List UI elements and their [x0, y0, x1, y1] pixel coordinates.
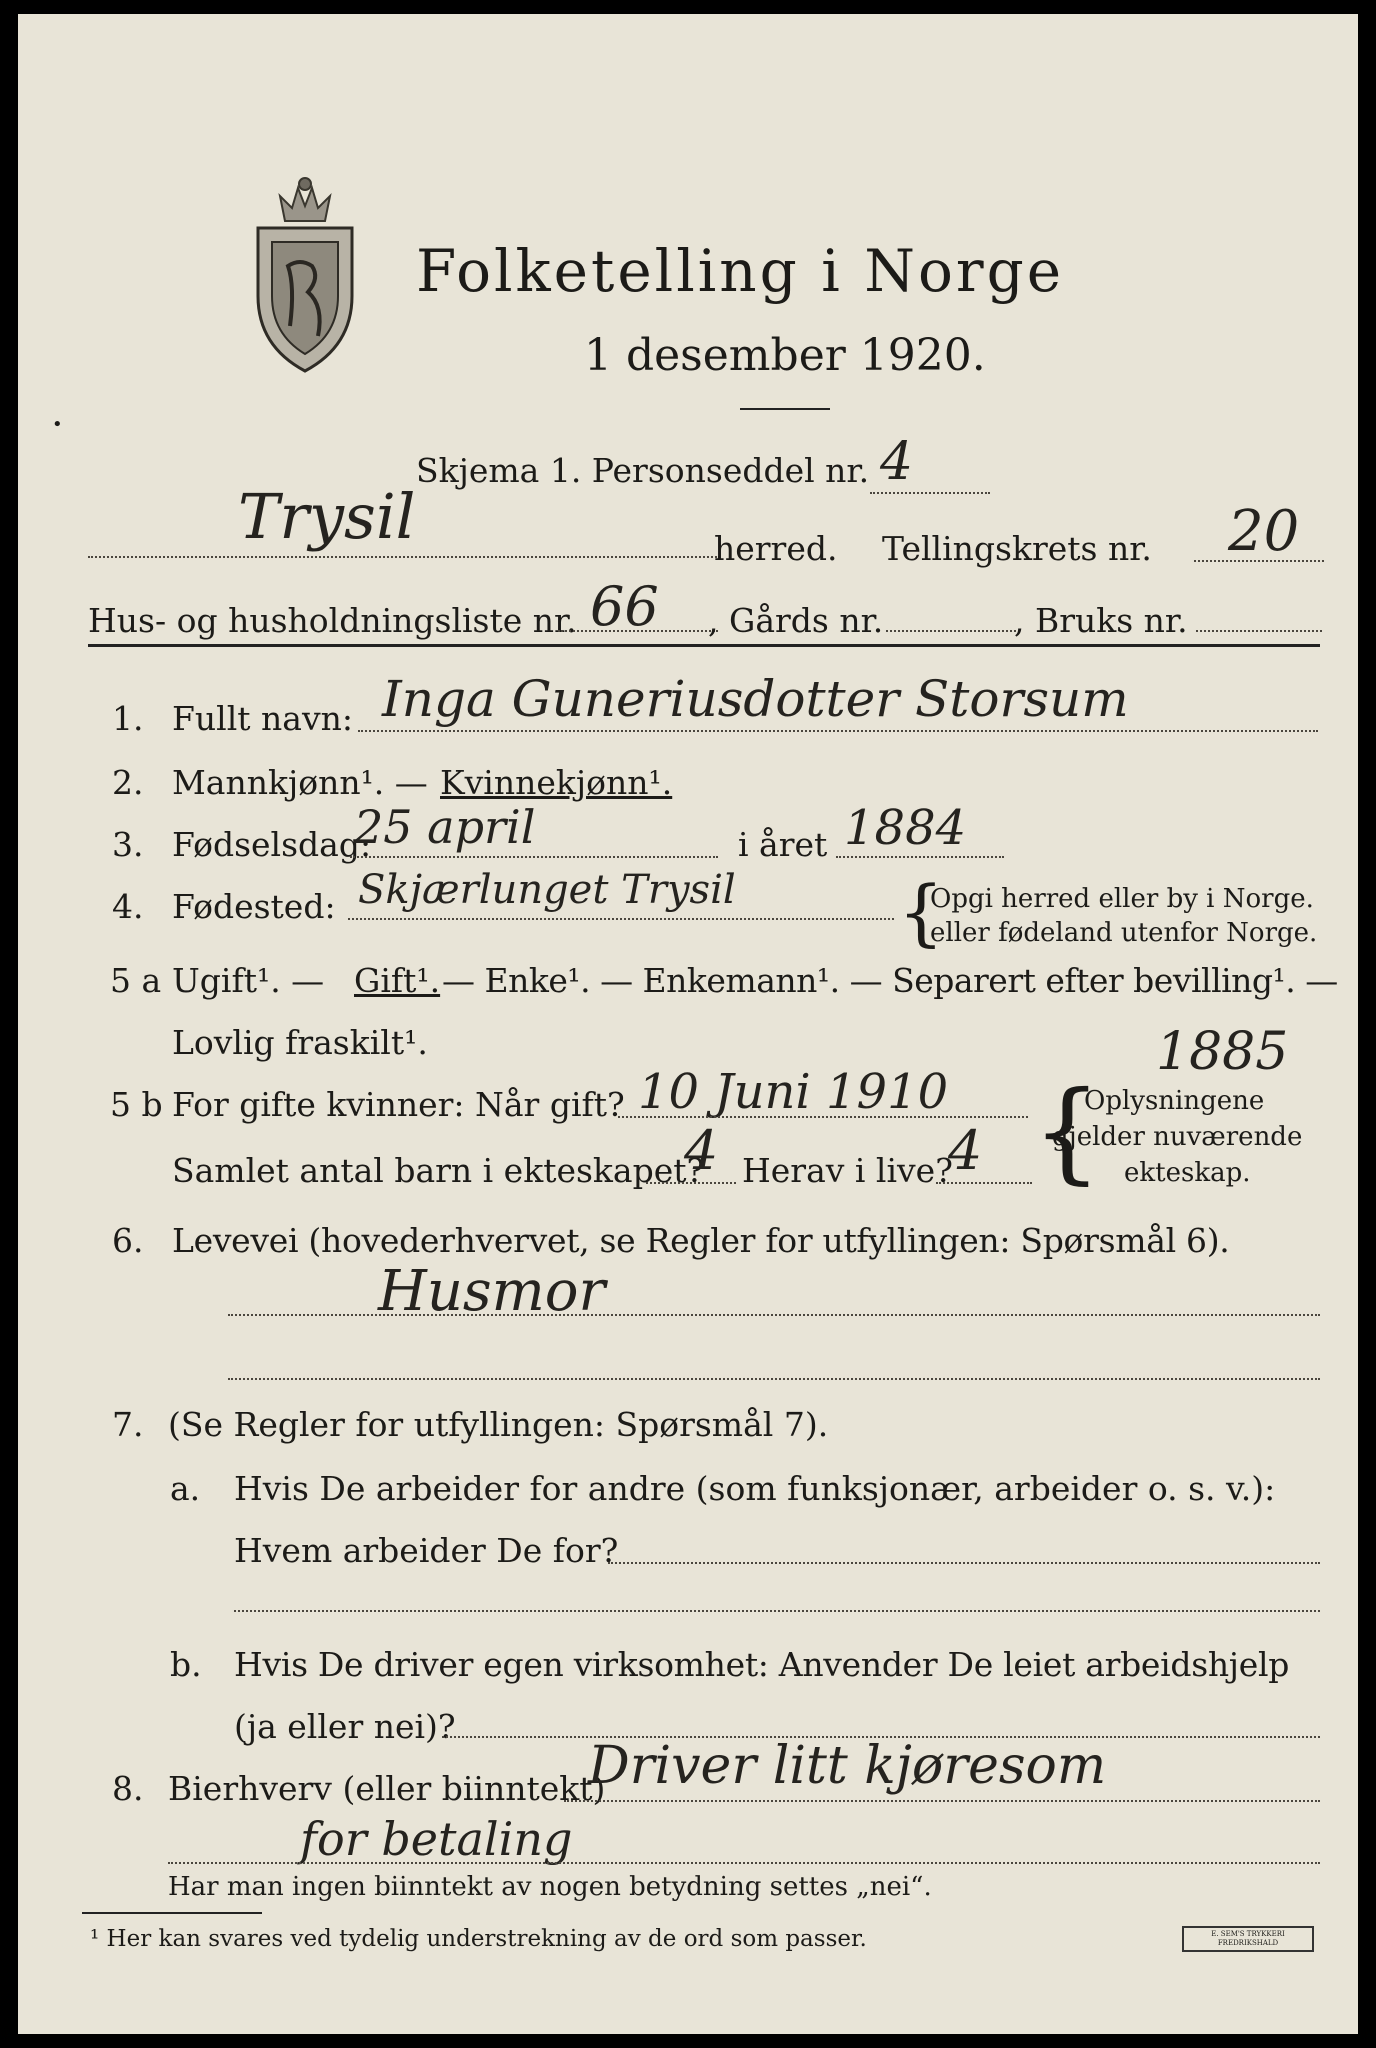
q4-number: 4. — [112, 887, 144, 926]
hus-value: 66 — [590, 575, 659, 638]
q5b-barn-label: Samlet antal barn i ekteskapet? — [172, 1151, 705, 1190]
q5b-live-label: Herav i live? — [742, 1151, 953, 1190]
stray-mark: • — [52, 414, 63, 435]
side-occupation-value-1: Driver litt kjøresom — [588, 1736, 1107, 1796]
q1-label: Fullt navn: — [172, 699, 353, 738]
q5b-note-1: Oplysningene — [1084, 1086, 1265, 1116]
q3-year-label: i året — [738, 825, 828, 864]
birthplace-value: Skjærlunget Trysil — [358, 867, 736, 913]
q5a-gift-underlined: Gift¹. — [354, 961, 441, 1000]
coat-of-arms-icon — [250, 166, 360, 376]
q2-kvinne-underlined: Kvinnekjønn¹. — [440, 763, 673, 802]
side-occupation-value-2: for betaling — [300, 1812, 573, 1866]
q7a-line-2 — [234, 1610, 1320, 1612]
children-total-value: 4 — [684, 1119, 719, 1182]
q7-label: (Se Regler for utfyllingen: Spørsmål 7). — [168, 1405, 829, 1444]
q8-line-2 — [168, 1862, 1320, 1864]
children-alive-value: 4 — [948, 1119, 983, 1182]
q4-label: Fødested: — [172, 887, 336, 926]
page-title: Folketelling i Norge — [416, 237, 1065, 305]
margin-year-note: 1885 — [1156, 1022, 1289, 1082]
q8-number: 8. — [112, 1769, 144, 1808]
hus-label: Hus- og husholdningsliste nr. — [88, 601, 577, 640]
q3-line — [350, 856, 718, 858]
q4-brace: { — [898, 870, 944, 954]
q7a-label: Hvis De arbeider for andre (som funksjonær, arbeider o. s. v.): — [234, 1469, 1276, 1508]
q5a-ugift: Ugift¹. — — [172, 961, 325, 1000]
q7a-number: a. — [170, 1469, 201, 1508]
q6-number: 6. — [112, 1221, 144, 1260]
q3-label: Fødselsdag: — [172, 825, 372, 864]
section-rule — [88, 644, 1320, 647]
birth-year-value: 1884 — [844, 800, 967, 856]
q4-line — [348, 918, 894, 920]
q1-line — [358, 730, 1318, 732]
q5b-label: For gifte kvinner: Når gift? — [172, 1085, 625, 1124]
q8-line-1 — [564, 1800, 1320, 1802]
birthday-value: 25 april — [354, 800, 536, 854]
gards-line — [886, 630, 1016, 632]
footnote-rule — [82, 1912, 262, 1914]
q8-note: Har man ingen biinntekt av nogen betydning settes „nei“. — [168, 1872, 932, 1902]
q3-number: 3. — [112, 825, 144, 864]
q1-number: 1. — [112, 699, 144, 738]
q6-label: Levevei (hovederhvervet, se Regler for utfyllingen: Spørsmål 6). — [172, 1221, 1230, 1260]
q7a-question: Hvem arbeider De for? — [234, 1531, 619, 1570]
q5b-line — [618, 1116, 1028, 1118]
skjema-line — [870, 492, 990, 494]
bruks-line — [1196, 630, 1322, 632]
printer-stamp: E. SEM'S TRYKKERI FREDRIKSHALD — [1182, 1926, 1314, 1952]
q5b-note-3: ekteskap. — [1124, 1158, 1251, 1188]
occupation-value: Husmor — [378, 1259, 606, 1324]
q8-label: Bierhverv (eller biinntekt) — [168, 1769, 606, 1808]
tellingskrets-value: 20 — [1228, 499, 1300, 564]
footnote: ¹ Her kan svares ved tydelig understrekning av de ord som passer. — [90, 1926, 867, 1952]
census-date: 1 desember 1920. — [584, 330, 986, 381]
q5a-number: 5 a — [110, 961, 162, 1000]
q6-line-1 — [228, 1314, 1320, 1316]
q2-number: 2. — [112, 763, 144, 802]
q2-mann: Mannkjønn¹. — — [172, 763, 428, 802]
q5a-line2: Lovlig fraskilt¹. — [172, 1023, 428, 1062]
q5a-rest: — Enke¹. — Enkemann¹. — Separert efter bevilling¹. — — [442, 961, 1338, 1000]
tellingskrets-label: Tellingskrets nr. — [882, 529, 1152, 568]
skjema-label: Skjema 1. Personseddel nr. — [416, 451, 870, 490]
q4-note-1: Opgi herred eller by i Norge. — [930, 884, 1314, 914]
title-rule — [740, 408, 830, 410]
hus-line — [558, 630, 718, 632]
marriage-date-value: 10 Juni 1910 — [638, 1064, 949, 1120]
q7b-label: Hvis De driver egen virksomhet: Anvender De leiet arbeidshjelp — [234, 1645, 1290, 1684]
q7-number: 7. — [112, 1405, 144, 1444]
q7b-number: b. — [170, 1645, 202, 1684]
census-form — [18, 14, 1358, 2034]
q7b-question: (ja eller nei)? — [234, 1707, 456, 1746]
herred-line — [88, 556, 720, 558]
full-name-value: Inga Guneriusdotter Storsum — [382, 670, 1129, 728]
q5b-number: 5 b — [110, 1085, 163, 1124]
bruks-label: , Bruks nr. — [1014, 601, 1188, 640]
tellingskrets-line — [1194, 560, 1324, 562]
q6-line-2 — [228, 1378, 1320, 1380]
q4-note-2: eller fødeland utenfor Norge. — [930, 918, 1318, 948]
q5b-note-2: gjelder nuværende — [1052, 1122, 1303, 1152]
q5b-barn-line — [646, 1182, 736, 1184]
q5b-brace: { — [1032, 1067, 1102, 1195]
gards-label: , Gårds nr. — [708, 601, 884, 640]
q3-year-line — [836, 856, 1004, 858]
skjema-value: 4 — [880, 432, 914, 492]
herred-label: herred. — [714, 529, 838, 568]
q5b-live-line — [936, 1182, 1032, 1184]
q7a-line-1 — [608, 1562, 1320, 1564]
herred-value: Trysil — [238, 480, 416, 553]
